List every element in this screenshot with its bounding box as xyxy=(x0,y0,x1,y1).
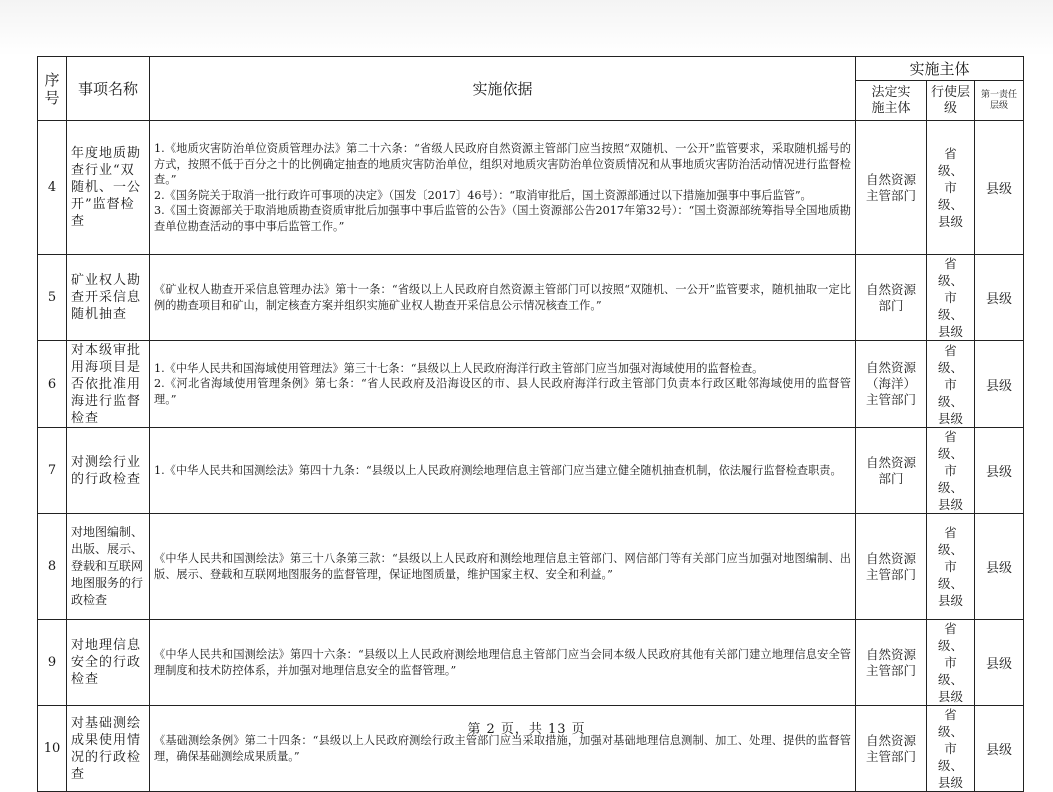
row-exercise-level: 省级、市级、县级 xyxy=(927,341,975,428)
header-subject-group: 实施主体 xyxy=(856,57,1024,81)
row-exercise-level: 省级、市级、县级 xyxy=(927,428,975,514)
row-legal-subject: 自然资源（海洋）主管部门 xyxy=(856,341,927,428)
table-row xyxy=(38,255,1024,341)
basis-clause: 《矿业权人勘查开采信息管理办法》第十一条：“省级以上人民政府自然资源主管部门可以按照“双随机、一公开”监管要求，随机抽取一定比例的勘查项目和矿山，制定核查方案并组织实施矿业权人勘查开采信息公示情况核查工作。” xyxy=(154,283,851,312)
basis-clause: 2.《河北省海域使用管理条例》第七条：“省人民政府及沿海设区的市、县人民政府海洋行政主管部门负责本行政区毗邻海域使用的监督管理。” xyxy=(154,377,851,406)
row-basis xyxy=(150,514,856,620)
header-seq: 序号 xyxy=(38,57,67,121)
row-exercise-level: 省级、市级、县级 xyxy=(927,514,975,620)
scan-top-margin xyxy=(0,0,1053,56)
row-legal-subject: 自然资源主管部门 xyxy=(856,121,927,255)
row-basis xyxy=(150,428,856,514)
header-row-top xyxy=(38,57,1024,81)
basis-clause: 《中华人民共和国测绘法》第三十八条第三款：“县级以上人民政府和测绘地理信息主管部门、网信部门等有关部门应当加强对地图编制、出版、展示、登载和互联网地图服务的监督管理，保证地图质量，维护国家主权、安全和利益。” xyxy=(154,552,851,581)
row-name: 对地理信息安全的行政检查 xyxy=(67,620,150,706)
row-first-level: 县级 xyxy=(975,341,1024,428)
row-exercise-level: 省级、市级、县级 xyxy=(927,255,975,341)
row-name: 矿业权人勘查开采信息随机抽查 xyxy=(67,255,150,341)
implementation-table xyxy=(37,56,1024,792)
row-first-level: 县级 xyxy=(975,255,1024,341)
basis-clause: 3.《国土资源部关于取消地质勘查资质审批后加强事中事后监管的公告》（国土资源部公告2017年第32号）：“国土资源部统筹指导全国地质勘查单位勘查活动的事中事后监管工作。” xyxy=(154,204,851,233)
row-name: 对测绘行业的行政检查 xyxy=(67,428,150,514)
row-first-level: 县级 xyxy=(975,706,1024,792)
basis-clause: 《基础测绘条例》第二十四条：“县级以上人民政府测绘行政主管部门应当采取措施，加强对基础地理信息测制、加工、处理、提供的监督管理，确保基础测绘成果质量。” xyxy=(154,734,851,763)
row-seq: 9 xyxy=(38,620,67,706)
row-basis xyxy=(150,620,856,706)
row-exercise-level: 省级、市级、县级 xyxy=(927,706,975,792)
row-first-level: 县级 xyxy=(975,428,1024,514)
row-seq: 7 xyxy=(38,428,67,514)
row-name: 对本级审批用海项目是否依批准用海进行监督检查 xyxy=(67,341,150,428)
basis-clause: 1.《中华人民共和国测绘法》第四十九条：“县级以上人民政府测绘地理信息主管部门应当建立健全随机抽查机制，依法履行监督检查职责。 xyxy=(154,463,842,477)
row-basis xyxy=(150,341,856,428)
row-seq: 8 xyxy=(38,514,67,620)
page-number-footer: 第 2 页，共 13 页 xyxy=(467,722,586,737)
row-first-level: 县级 xyxy=(975,620,1024,706)
row-basis xyxy=(150,255,856,341)
row-seq: 4 xyxy=(38,121,67,255)
header-first-level: 第一责任层级 xyxy=(975,81,1024,121)
basis-clause: 1.《地质灾害防治单位资质管理办法》第二十六条：“省级人民政府自然资源主管部门应当按照“双随机、一公开”监管要求，采取随机摇号的方式，按照不低于百分之十的比例确定抽查的地质灾害防治单位，组织对地质灾害防治单位资质情况和从事地质灾害防治活动情况进行监督检查。” xyxy=(154,142,851,186)
table-row xyxy=(38,341,1024,428)
row-name: 年度地质勘查行业“双随机、一公开”监督检查 xyxy=(67,121,150,255)
row-exercise-level: 省级、市级、县级 xyxy=(927,121,975,255)
table-row xyxy=(38,620,1024,706)
row-basis xyxy=(150,121,856,255)
row-seq: 6 xyxy=(38,341,67,428)
row-legal-subject: 自然资源主管部门 xyxy=(856,514,927,620)
row-legal-subject: 自然资源部门 xyxy=(856,255,927,341)
table-row xyxy=(38,121,1024,255)
header-basis: 实施依据 xyxy=(150,57,856,121)
header-legal-subject: 法定实施主体 xyxy=(856,81,927,121)
table-row xyxy=(38,428,1024,514)
table-row xyxy=(38,514,1024,620)
row-seq: 5 xyxy=(38,255,67,341)
header-exercise-level: 行使层级 xyxy=(927,81,975,121)
basis-clause: 《中华人民共和国测绘法》第四十六条：“县级以上人民政府测绘地理信息主管部门应当会同本级人民政府其他有关部门建立地理信息安全管理制度和技术防控体系，并加强对地理信息安全的监督管理。” xyxy=(154,648,851,677)
row-name: 对基础测绘成果使用情况的行政检查 xyxy=(67,706,150,792)
basis-clause: 2.《国务院关于取消一批行政许可事项的决定》（国发〔2017〕46号）：“取消审批后，国土资源部通过以下措施加强事中事后监管”。 xyxy=(154,188,812,202)
row-first-level: 县级 xyxy=(975,514,1024,620)
row-seq: 10 xyxy=(38,706,67,792)
header-name: 事项名称 xyxy=(67,57,150,121)
row-legal-subject: 自然资源部门 xyxy=(856,428,927,514)
row-exercise-level: 省级、市级、县级 xyxy=(927,620,975,706)
row-name: 对地图编制、出版、展示、登载和互联网地图服务的行政检查 xyxy=(67,514,150,620)
row-legal-subject: 自然资源主管部门 xyxy=(856,706,927,792)
row-first-level: 县级 xyxy=(975,121,1024,255)
basis-clause: 1.《中华人民共和国海域使用管理法》第三十七条：“县级以上人民政府海洋行政主管部门应当加强对海域使用的监督检查。 xyxy=(154,361,764,375)
row-legal-subject: 自然资源主管部门 xyxy=(856,620,927,706)
